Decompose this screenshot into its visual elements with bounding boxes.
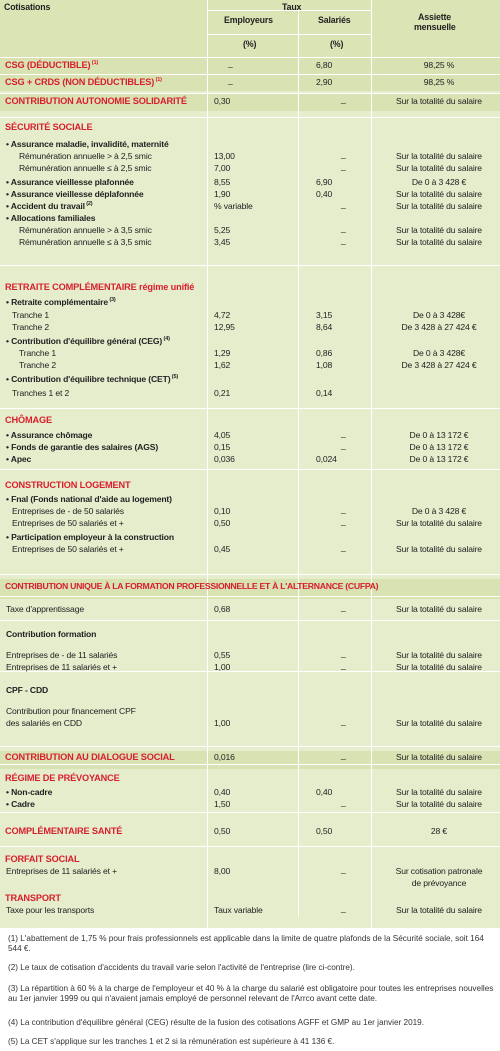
cell-salaries: _ bbox=[341, 542, 346, 552]
footnote: (4) La contribution d'équilibre général (CEG) résulte de la fusion des cotisations AGFF et GMP au 1er janvier 2019. bbox=[8, 1018, 425, 1027]
cell-salaries: _ bbox=[341, 504, 346, 514]
cell-assiette: Sur la totalité du salaire bbox=[396, 163, 482, 173]
row-label: • Allocations familiales bbox=[6, 213, 96, 223]
cell-salaries: 1,08 bbox=[316, 360, 333, 370]
footnote-ref: (1) bbox=[90, 59, 99, 66]
row-separator bbox=[0, 596, 500, 597]
row-label: CSG (DÉDUCTIBLE) $^{(1)}$ bbox=[5, 59, 99, 70]
cell-assiette: Sur la totalité du salaire bbox=[396, 905, 482, 915]
cell-employeurs: 0,016 bbox=[214, 752, 235, 762]
header-cotisations: Cotisations bbox=[4, 2, 51, 12]
cell-employeurs: 1,62 bbox=[214, 360, 231, 370]
row-label: CHÔMAGE bbox=[5, 415, 52, 425]
cell-assiette: Sur la totalité du salaire bbox=[396, 650, 482, 660]
cell-salaries: 0,024 bbox=[316, 454, 337, 464]
cell-salaries: 0,40 bbox=[316, 189, 333, 199]
cell-salaries: 0,50 bbox=[316, 826, 333, 836]
cell-employeurs: 1,00 bbox=[214, 662, 231, 672]
header-mensuelle: mensuelle bbox=[414, 22, 456, 32]
cell-salaries: _ bbox=[341, 516, 346, 526]
cell-assiette: De 0 à 3 428 € bbox=[411, 506, 467, 516]
footnote: (2) Le taux de cotisation d'accidents du travail varie selon l'activité de l'entreprise (lire ci-contre). bbox=[8, 963, 355, 972]
cell-employeurs: 0,55 bbox=[214, 650, 231, 660]
column-divider bbox=[298, 11, 299, 917]
cell-salaries: 0,40 bbox=[316, 787, 333, 797]
cell-employeurs: 13,00 bbox=[214, 151, 235, 161]
row-label: • Cadre bbox=[6, 799, 35, 809]
column-divider bbox=[207, 0, 208, 928]
cell-salaries: _ bbox=[341, 797, 346, 807]
cell-assiette: Sur la totalité du salaire bbox=[396, 225, 482, 235]
row-label: Rémunération annuelle ≤ à 2,5 smic bbox=[19, 163, 152, 173]
cell-employeurs: 7,00 bbox=[214, 163, 231, 173]
cell-assiette: Sur la totalité du salaire bbox=[396, 799, 482, 809]
cell-salaries: 6,80 bbox=[316, 60, 333, 70]
footnote: (5) La CET s'applique sur les tranches 1 et 2 si la rémunération est supérieure à 41 136 €. bbox=[8, 1037, 335, 1046]
cell-assiette: De 0 à 3 428 € bbox=[411, 177, 467, 187]
cell-employeurs: 8,55 bbox=[214, 177, 231, 187]
row-label: Taxe d'apprentissage bbox=[6, 604, 84, 614]
cell-employeurs: 1,29 bbox=[214, 348, 231, 358]
footnote: (1) L'abattement de 1,75 % pour frais professionnels est applicable dans la limite de quatre plafonds de la Sécurité sociale, soit 164 544 €. bbox=[8, 934, 484, 954]
row-separator bbox=[0, 574, 500, 575]
row-separator bbox=[0, 408, 500, 409]
header-salaries: Salariés bbox=[318, 15, 351, 25]
row-separator bbox=[0, 746, 500, 747]
cell-employeurs: 0,30 bbox=[214, 96, 231, 106]
cell-assiette: Sur la totalité du salaire bbox=[396, 662, 482, 672]
cell-employeurs: 1,00 bbox=[214, 718, 231, 728]
row-label: • Fonds de garantie des salaires (AGS) bbox=[6, 442, 159, 452]
row-label: CONTRIBUTION UNIQUE À LA FORMATION PROFESSIONNELLE ET À L'ALTERNANCE (CUFPA) bbox=[5, 581, 379, 591]
cell-assiette: De 3 428 à 27 424 € bbox=[401, 360, 477, 370]
row-label: Taxe pour les transports bbox=[6, 905, 95, 915]
cell-salaries: _ bbox=[341, 864, 346, 874]
row-label: • Accident du travail $^{(2)}$ bbox=[6, 201, 93, 211]
row-label: Entreprises de - de 50 salariés bbox=[12, 506, 124, 516]
footnote-ref: (4) bbox=[162, 336, 170, 343]
row-separator bbox=[0, 265, 500, 266]
header-taux: Taux bbox=[282, 2, 302, 12]
cell-salaries: _ bbox=[341, 602, 346, 612]
row-label: • Assurance vieillesse plafonnée bbox=[6, 177, 134, 187]
cell-assiette: Sur la totalité du salaire bbox=[396, 604, 482, 614]
row-separator bbox=[0, 93, 500, 94]
cell-salaries: 2,90 bbox=[316, 77, 333, 87]
cell-assiette: De 3 428 à 27 424 € bbox=[401, 322, 477, 332]
cell-salaries: _ bbox=[341, 440, 346, 450]
row-label: Entreprises de 50 salariés et + bbox=[12, 544, 124, 554]
cell-employeurs: 0,10 bbox=[214, 506, 231, 516]
header-separator bbox=[208, 34, 372, 35]
row-label: • Retraite complémentaire $^{(3)}$ bbox=[6, 297, 116, 307]
cell-assiette: Sur la totalité du salaire bbox=[396, 544, 482, 554]
row-label: CONTRIBUTION AUTONOMIE SOLIDARITÉ bbox=[5, 96, 187, 106]
row-label: Rémunération annuelle > à 3,5 smic bbox=[19, 225, 152, 235]
row-label: Rémunération annuelle ≤ à 3,5 smic bbox=[19, 237, 152, 247]
cell-employeurs: 0,15 bbox=[214, 442, 231, 452]
row-label: Entreprises de 11 salariés et + bbox=[6, 866, 118, 876]
row-label: Tranches 1 et 2 bbox=[12, 388, 70, 398]
cell-assiette: Sur la totalité du salaire bbox=[396, 718, 482, 728]
row-label: CPF - CDD bbox=[6, 685, 49, 695]
cell-assiette: 98,25 % bbox=[423, 77, 455, 87]
row-label: RETRAITE COMPLÉMENTAIRE régime unifié bbox=[5, 282, 195, 292]
row-label: • Apec bbox=[6, 454, 32, 464]
cell-salaries: 0,14 bbox=[316, 388, 333, 398]
cell-assiette: Sur la totalité du salaire bbox=[396, 96, 482, 106]
cell-assiette: 98,25 % bbox=[423, 60, 455, 70]
row-label: Entreprises de - de 11 salariés bbox=[6, 650, 118, 660]
row-label: SÉCURITÉ SOCIALE bbox=[5, 122, 93, 132]
row-label: CONSTRUCTION LOGEMENT bbox=[5, 480, 131, 490]
row-label: Contribution formation bbox=[6, 629, 97, 639]
cell-salaries: _ bbox=[341, 903, 346, 913]
row-label: Tranche 1 bbox=[12, 310, 50, 320]
cell-assiette: De 0 à 13 172 € bbox=[409, 454, 469, 464]
row-label: • Assurance vieillesse déplafonnée bbox=[6, 189, 144, 199]
row-label: Tranche 2 bbox=[19, 360, 57, 370]
header-employeurs: Employeurs bbox=[224, 15, 273, 25]
cell-assiette: Sur la totalité du salaire bbox=[396, 189, 482, 199]
footnotes bbox=[0, 928, 500, 1051]
cell-salaries: _ bbox=[341, 223, 346, 233]
cell-salaries: _ bbox=[341, 149, 346, 159]
cell-assiette: de prévoyance bbox=[411, 878, 467, 888]
row-label: Contribution pour financement CPF bbox=[6, 706, 136, 716]
cell-assiette: Sur la totalité du salaire bbox=[396, 201, 482, 211]
cell-assiette: De 0 à 13 172 € bbox=[409, 430, 469, 440]
cell-salaries: _ bbox=[341, 660, 346, 670]
row-label: RÉGIME DE PRÉVOYANCE bbox=[5, 773, 120, 783]
cell-employeurs: 4,72 bbox=[214, 310, 231, 320]
row-separator bbox=[0, 812, 500, 813]
cell-assiette: De 0 à 3 428€ bbox=[412, 310, 466, 320]
row-separator bbox=[0, 469, 500, 470]
cell-assiette: Sur la totalité du salaire bbox=[396, 518, 482, 528]
row-separator bbox=[0, 74, 500, 75]
cell-employeurs: 0,45 bbox=[214, 544, 231, 554]
row-separator bbox=[0, 764, 500, 765]
row-label: Entreprises de 50 salariés et + bbox=[12, 518, 124, 528]
cell-salaries: _ bbox=[341, 161, 346, 171]
row-label: • Non-cadre bbox=[6, 787, 53, 797]
cell-salaries: _ bbox=[341, 648, 346, 658]
cell-assiette: 28 € bbox=[430, 826, 448, 836]
cell-assiette: Sur cotisation patronale bbox=[395, 866, 483, 876]
cell-assiette: Sur la totalité du salaire bbox=[396, 151, 482, 161]
cell-assiette: De 0 à 13 172 € bbox=[409, 442, 469, 452]
cell-employeurs: 4,05 bbox=[214, 430, 231, 440]
column-divider bbox=[371, 0, 372, 928]
row-label: CSG + CRDS (NON DÉDUCTIBLES) $^{(1)}$ bbox=[5, 76, 162, 87]
cell-employeurs: % variable bbox=[214, 201, 253, 211]
cell-salaries: _ bbox=[341, 235, 346, 245]
row-label: FORFAIT SOCIAL bbox=[5, 854, 80, 864]
cell-salaries: _ bbox=[341, 716, 346, 726]
cell-assiette: De 0 à 3 428€ bbox=[412, 348, 466, 358]
cell-employeurs: 3,45 bbox=[214, 237, 231, 247]
row-separator bbox=[0, 620, 500, 621]
cell-employeurs: 0,50 bbox=[214, 518, 231, 528]
row-label: des salariés en CDD bbox=[6, 718, 82, 728]
row-label: • Fnal (Fonds national d'aide au logement) bbox=[6, 494, 172, 504]
row-label: • Assurance chômage bbox=[6, 430, 93, 440]
cell-employeurs: 0,036 bbox=[214, 454, 235, 464]
row-label: Rémunération annuelle > à 2,5 smic bbox=[19, 151, 152, 161]
row-label: • Contribution d'équilibre technique (CET) $^{(5)}$ bbox=[6, 374, 179, 384]
footnote: (3) La répartition à 60 % à la charge de l'employeur et 40 % à la charge du salarié est obligatoire pour toutes les entreprises nouvelles au 1er janvier 1999 ou qui n'avaient jamais employé de personnel relevant de l'Arrco avant cette date. bbox=[8, 984, 494, 1004]
row-label: • Assurance maladie, invalidité, maternité bbox=[6, 139, 169, 149]
row-label: TRANSPORT bbox=[5, 893, 61, 903]
cell-employeurs: 1,90 bbox=[214, 189, 231, 199]
cell-employeurs: 0,68 bbox=[214, 604, 231, 614]
cell-employeurs: 0,40 bbox=[214, 787, 231, 797]
row-label: • Participation employeur à la construction bbox=[6, 532, 174, 542]
cell-salaries: 3,15 bbox=[316, 310, 333, 320]
cell-salaries: 0,86 bbox=[316, 348, 333, 358]
cell-salaries: _ bbox=[341, 199, 346, 209]
cell-employeurs: Taux variable bbox=[214, 905, 263, 915]
cell-salaries: _ bbox=[341, 750, 346, 760]
row-separator bbox=[0, 117, 500, 118]
cell-employeurs: 0,50 bbox=[214, 826, 231, 836]
row-separator bbox=[0, 846, 500, 847]
cell-employeurs: _ bbox=[228, 58, 233, 68]
header-unit-salaries: (%) bbox=[330, 39, 344, 49]
row-separator bbox=[0, 57, 500, 58]
footnote-ref: (5) bbox=[170, 374, 179, 381]
cell-assiette: Sur la totalité du salaire bbox=[396, 237, 482, 247]
cell-assiette: Sur la totalité du salaire bbox=[396, 787, 482, 797]
cell-employeurs: 12,95 bbox=[214, 322, 235, 332]
cell-employeurs: 0,21 bbox=[214, 388, 231, 398]
cell-salaries: 8,64 bbox=[316, 322, 333, 332]
cell-employeurs: 1,50 bbox=[214, 799, 231, 809]
footnote-ref: (2) bbox=[84, 201, 93, 208]
header-unit-employeurs: (%) bbox=[243, 39, 257, 49]
row-label: • Contribution d'équilibre général (CEG) $^{(4)}$ bbox=[6, 336, 170, 346]
cell-salaries: 6,90 bbox=[316, 177, 333, 187]
row-label: Entreprises de 11 salariés et + bbox=[6, 662, 118, 672]
cell-employeurs: 8,00 bbox=[214, 866, 231, 876]
header-assiette: Assiette bbox=[418, 12, 452, 22]
row-label: CONTRIBUTION AU DIALOGUE SOCIAL bbox=[5, 752, 175, 762]
row-label: COMPLÉMENTAIRE SANTÉ bbox=[5, 826, 123, 836]
footnote-ref: (3) bbox=[107, 297, 116, 304]
cell-assiette: Sur la totalité du salaire bbox=[396, 752, 482, 762]
footnote-ref: (1) bbox=[154, 76, 162, 83]
row-label: Tranche 2 bbox=[12, 322, 50, 332]
cell-employeurs: _ bbox=[228, 75, 233, 85]
cell-salaries: _ bbox=[341, 94, 346, 104]
cell-salaries: _ bbox=[341, 428, 346, 438]
cell-employeurs: 5,25 bbox=[214, 225, 231, 235]
row-label: Tranche 1 bbox=[19, 348, 57, 358]
